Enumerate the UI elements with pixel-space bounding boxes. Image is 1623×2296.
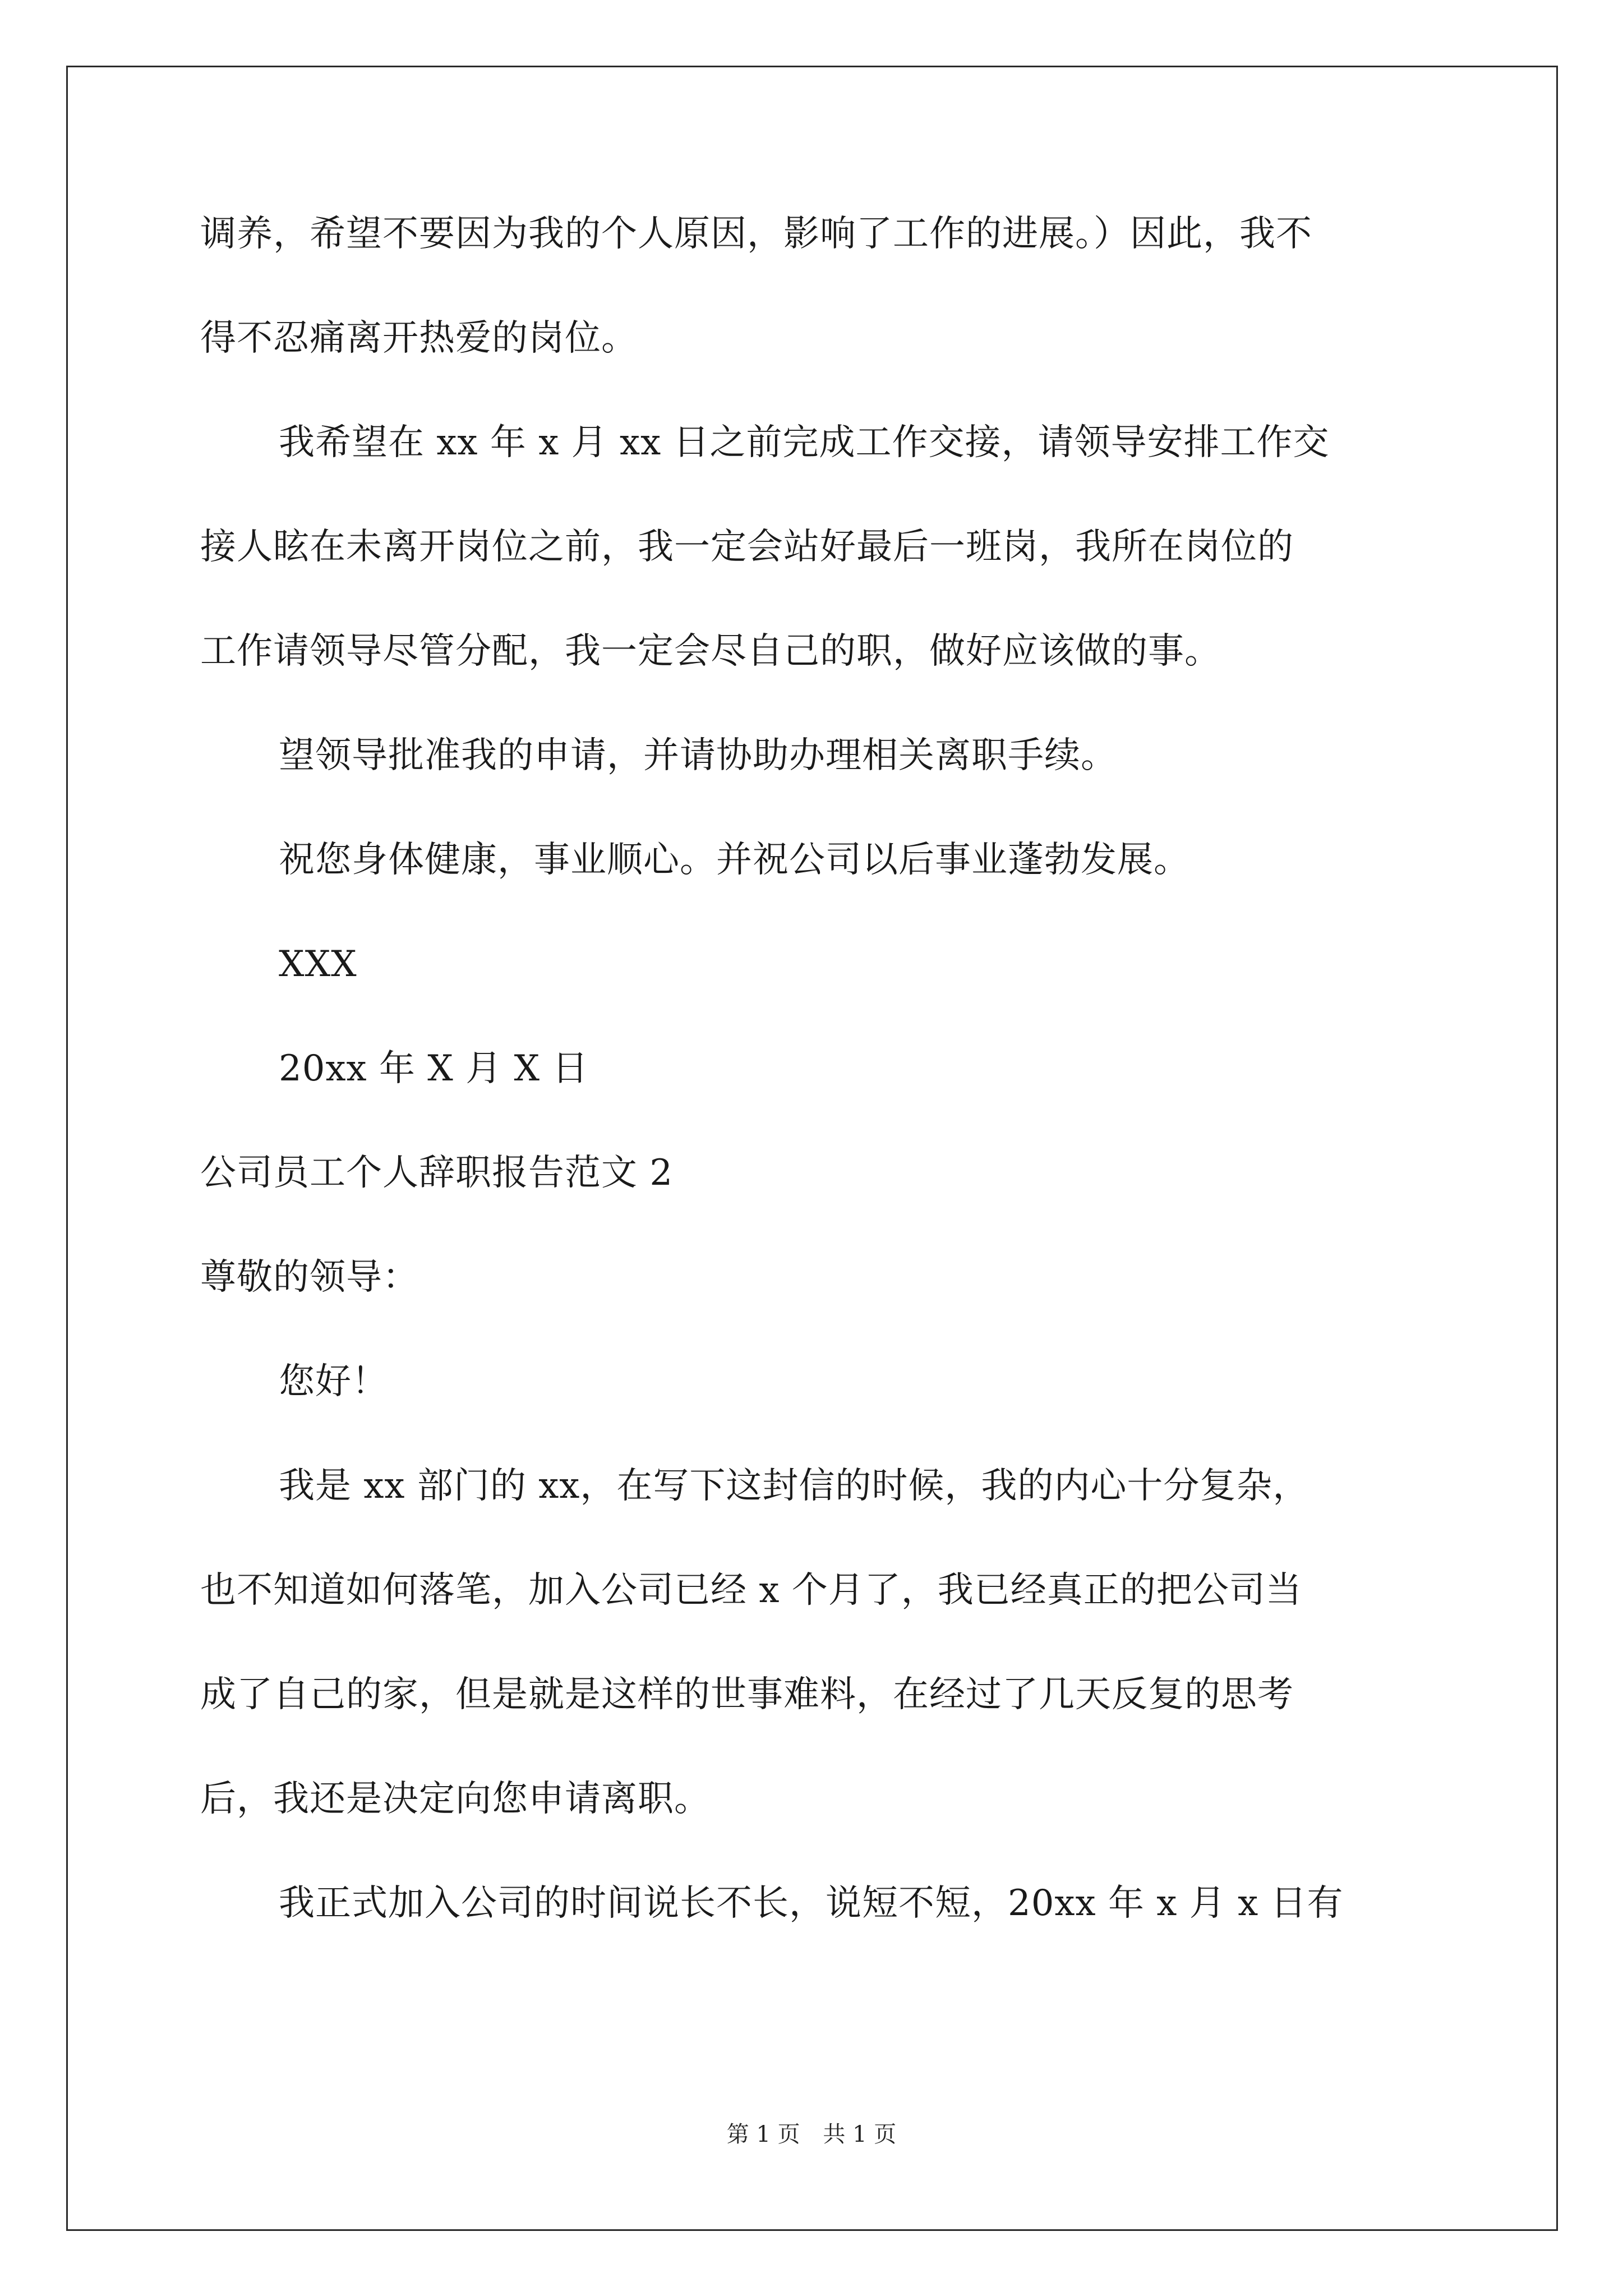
paragraph-line: 调养，希望不要因为我的个人原因，影响了工作的进展。）因此，我不 — [200, 213, 1312, 255]
paragraph-line: 工作请领导尽管分配，我一定会尽自己的职，做好应该做的事。 — [200, 631, 1221, 672]
paragraph-line: 我希望在 xx 年 x 月 xx 日之前完成工作交接，请领导安排工作交 — [279, 422, 1330, 463]
paragraph-line: 我正式加入公司的时间说长不长，说短不短，20xx 年 x 月 x 日有 — [279, 1883, 1344, 1924]
paragraph-line: 得不忍痛离开热爱的岗位。 — [200, 318, 638, 359]
paragraph-line: 我是 xx 部门的 xx，在写下这封信的时候，我的内心十分复杂， — [279, 1465, 1310, 1507]
signature-date: 20xx 年 X 月 X 日 — [279, 1048, 589, 1089]
paragraph-line: 成了自己的家，但是就是这样的世事难料，在经过了几天反复的思考 — [200, 1674, 1294, 1715]
salutation: 尊敬的领导： — [200, 1257, 419, 1298]
page-number: 第 1 页 — [726, 2122, 800, 2147]
section-title: 公司员工个人辞职报告范文 2 — [200, 1152, 674, 1194]
greeting: 您好！ — [279, 1361, 388, 1402]
page-footer — [0, 2118, 1623, 2151]
paragraph-line: 后，我还是决定向您申请离职。 — [200, 1778, 711, 1820]
paragraph-line: 望领导批准我的申请，并请协助办理相关离职手续。 — [279, 735, 1117, 776]
paragraph-line: 祝您身体健康，事业顺心。并祝公司以后事业蓬勃发展。 — [279, 839, 1190, 881]
page-total: 共 1 页 — [823, 2122, 897, 2147]
paragraph-line: 接人眩在未离开岗位之前，我一定会站好最后一班岗，我所在岗位的 — [200, 526, 1294, 568]
paragraph-line: 也不知道如何落笔，加入公司已经 x 个月了，我已经真正的把公司当 — [200, 1570, 1302, 1611]
signature-name: XXX — [279, 944, 357, 985]
